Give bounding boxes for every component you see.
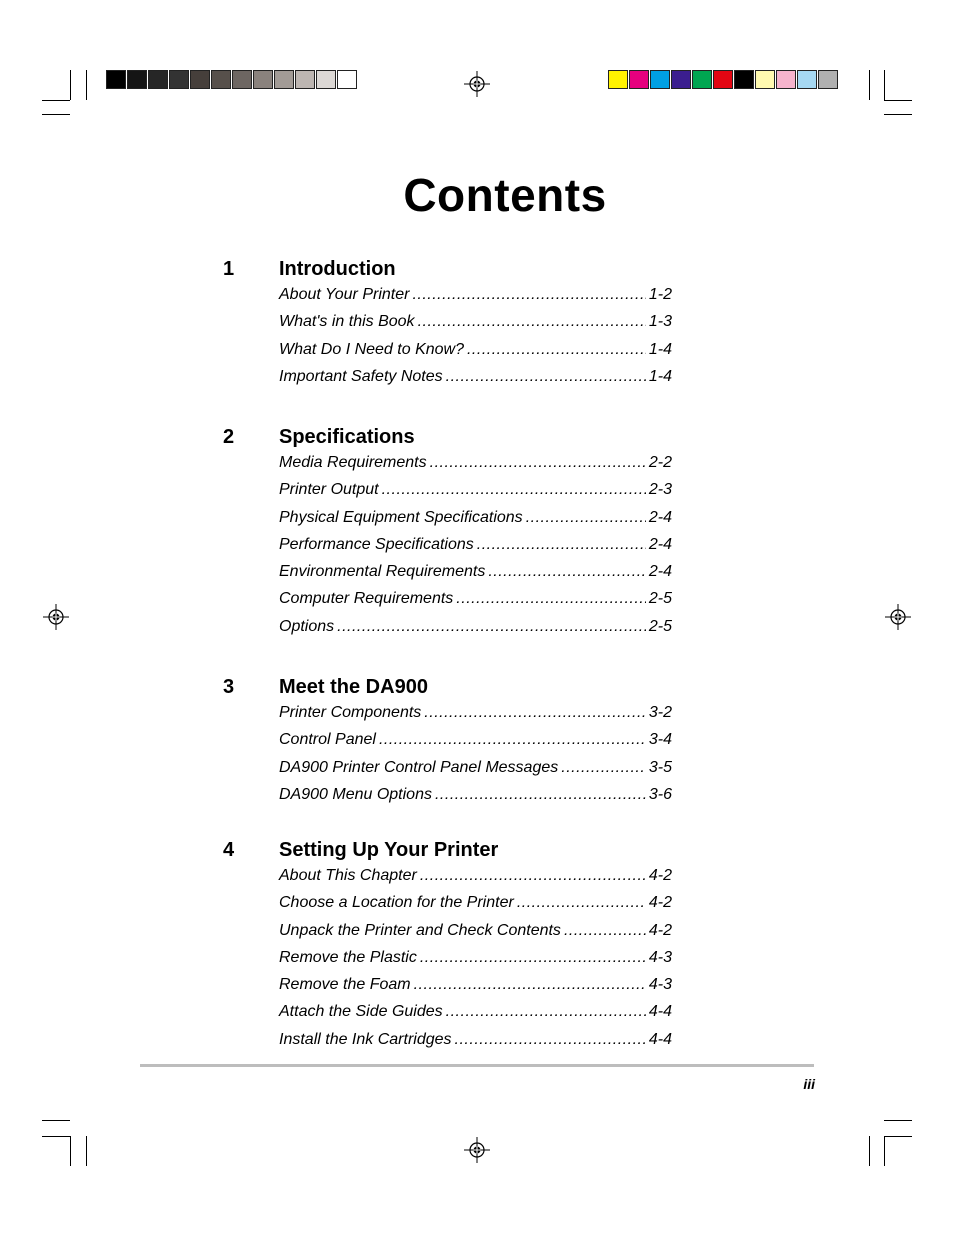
color-swatch (692, 70, 712, 89)
chapter-heading (223, 426, 683, 454)
toc-entry-page: 2-3 (648, 481, 672, 499)
toc-entry[interactable] (279, 894, 672, 921)
dot-leader (424, 704, 646, 722)
color-swatch (148, 70, 168, 89)
dot-leader (412, 286, 645, 304)
toc-entry-label: Install the Ink Cartridges (279, 1030, 452, 1048)
toc-entry-page: 4-3 (648, 948, 672, 966)
registration-target-icon (464, 1137, 490, 1163)
toc-entry-page: 2-4 (648, 563, 672, 581)
crop-mark (884, 1120, 912, 1121)
color-swatch (211, 70, 231, 89)
toc-entry-page: 4-2 (648, 894, 672, 912)
chapter-number: 1 (223, 258, 235, 280)
color-swatch (608, 70, 628, 89)
chapter-heading (223, 258, 683, 286)
toc-entry[interactable] (279, 867, 672, 894)
toc-entry-page: 4-2 (648, 867, 672, 884)
toc-entry-page: 4-2 (648, 921, 672, 939)
toc-entry-label: Environmental Requirements (279, 563, 486, 581)
toc-entry-label: Control Panel (279, 731, 376, 749)
crop-mark (42, 114, 70, 115)
toc-entry[interactable] (279, 704, 672, 731)
toc-entry-label: Remove the Plastic (279, 948, 417, 966)
toc-entry[interactable] (279, 759, 672, 786)
toc-entry-page: 2-4 (648, 508, 672, 526)
toc-entry[interactable] (279, 286, 672, 313)
color-swatch (127, 70, 147, 89)
toc-entry[interactable] (279, 949, 672, 976)
toc-entry[interactable] (279, 341, 672, 368)
color-swatch (755, 70, 775, 89)
toc-entry-label: Physical Equipment Specifications (279, 508, 523, 526)
toc-entry-label: About This Chapter (279, 867, 417, 884)
toc-entry[interactable] (279, 536, 672, 563)
toc-entry-page: 4-4 (648, 1030, 672, 1048)
crop-mark (42, 100, 70, 101)
toc-entry-label: Printer Components (279, 704, 422, 721)
toc-entry-page: 2-2 (648, 454, 672, 471)
chapter-number: 4 (223, 839, 235, 861)
chapter-number: 2 (223, 426, 235, 448)
toc-entry-page: 1-2 (648, 286, 672, 303)
toc-entry-label: What Do I Need to Know? (279, 340, 464, 358)
toc-entry[interactable] (279, 481, 672, 508)
dot-leader (564, 922, 646, 940)
grayscale-color-bar (106, 70, 358, 91)
toc-entry[interactable] (279, 563, 672, 590)
dot-leader (446, 1003, 646, 1021)
toc-entry-label: Computer Requirements (279, 590, 454, 608)
page-number: iii (803, 1076, 815, 1092)
color-swatch (629, 70, 649, 89)
toc-entry[interactable] (279, 509, 672, 536)
toc-entry[interactable] (279, 313, 672, 340)
toc-entry[interactable] (279, 1031, 672, 1058)
dot-leader (488, 563, 646, 581)
toc-entry[interactable] (279, 922, 672, 949)
toc-entry-page: 1-4 (648, 340, 672, 358)
color-swatch (818, 70, 838, 89)
color-swatch (776, 70, 796, 89)
crop-mark (869, 1136, 870, 1166)
color-swatch (713, 70, 733, 89)
toc-entry-label: Attach the Side Guides (279, 1003, 443, 1021)
toc-entry-page: 2-5 (648, 590, 672, 608)
chapter-1 (223, 258, 683, 395)
toc-entry-page: 4-3 (648, 976, 672, 994)
dot-leader (455, 1031, 646, 1049)
color-swatch (106, 70, 126, 89)
color-swatch (316, 70, 336, 89)
toc-entry-page: 1-3 (648, 313, 672, 331)
toc-entry-page: 3-5 (648, 758, 672, 776)
dot-leader (418, 313, 646, 331)
crop-mark (884, 114, 912, 115)
crop-mark (884, 100, 912, 101)
toc-entry[interactable] (279, 786, 672, 813)
dot-leader (414, 976, 646, 994)
toc-entry[interactable] (279, 618, 672, 645)
toc-entry-label: Performance Specifications (279, 535, 474, 553)
toc-entry-label: DA900 Menu Options (279, 785, 432, 803)
chapter-title: Setting Up Your Printer (279, 839, 499, 861)
registration-target-icon (885, 604, 911, 630)
toc-entry-page: 1-4 (648, 367, 672, 385)
toc-entry-label: Printer Output (279, 481, 379, 499)
process-color-bar (608, 70, 839, 91)
toc-entry-label: Remove the Foam (279, 976, 411, 994)
footer-rule (140, 1064, 814, 1067)
dot-leader (561, 759, 646, 777)
chapter-title: Introduction (279, 258, 396, 280)
toc-entry[interactable] (279, 590, 672, 617)
dot-leader (420, 949, 646, 967)
chapter-number: 3 (223, 676, 235, 698)
registration-target-icon (464, 71, 490, 97)
toc-entry-label: About Your Printer (279, 286, 410, 303)
crop-mark (86, 1136, 87, 1166)
color-swatch (295, 70, 315, 89)
toc-entry-label: Important Safety Notes (279, 367, 443, 385)
chapter-heading (223, 839, 683, 867)
color-swatch (650, 70, 670, 89)
color-swatch (274, 70, 294, 89)
toc-entry-page: 3-6 (648, 785, 672, 803)
chapter-3 (223, 676, 683, 813)
dot-leader (435, 786, 646, 804)
toc-entry-label: DA900 Printer Control Panel Messages (279, 758, 559, 776)
color-swatch (337, 70, 357, 89)
crop-mark (70, 70, 71, 100)
registration-target-icon (43, 604, 69, 630)
color-swatch (734, 70, 754, 89)
dot-leader (430, 454, 646, 472)
dot-leader (526, 509, 646, 527)
chapter-title: Meet the DA900 (279, 676, 428, 698)
toc-entry[interactable] (279, 368, 672, 395)
chapter-4 (223, 839, 683, 1058)
dot-leader (382, 481, 646, 499)
crop-mark (884, 1136, 885, 1166)
toc-entry-label: Media Requirements (279, 454, 427, 471)
dot-leader (379, 731, 646, 749)
crop-mark (70, 1136, 71, 1166)
chapter-title: Specifications (279, 426, 415, 448)
dot-leader (337, 618, 646, 636)
toc-entry-label: Choose a Location for the Printer (279, 894, 514, 912)
crop-mark (884, 70, 885, 100)
dot-leader (420, 867, 646, 885)
toc-entry-label: Options (279, 617, 335, 635)
chapter-2 (223, 426, 683, 645)
dot-leader (477, 536, 646, 554)
toc-entry-label: Unpack the Printer and Check Contents (279, 921, 561, 939)
toc-entry[interactable] (279, 976, 672, 1003)
crop-mark (884, 1136, 912, 1137)
dot-leader (517, 894, 646, 912)
toc-entry-page: 3-4 (648, 731, 672, 749)
toc-entry-label: What's in this Book (279, 313, 415, 331)
toc-entry-page: 4-4 (648, 1003, 672, 1021)
crop-mark (42, 1136, 70, 1137)
color-swatch (169, 70, 189, 89)
color-swatch (671, 70, 691, 89)
crop-mark (86, 70, 87, 100)
dot-leader (446, 368, 646, 386)
chapter-heading (223, 676, 683, 704)
toc-entry-page: 2-5 (648, 617, 672, 635)
toc-entry[interactable] (279, 454, 672, 481)
toc-entry-page: 2-4 (648, 535, 672, 553)
color-swatch (253, 70, 273, 89)
page-title: Contents (403, 169, 607, 221)
toc-entry[interactable] (279, 731, 672, 758)
dot-leader (467, 341, 646, 359)
toc-entry[interactable] (279, 1003, 672, 1030)
toc-entry-page: 3-2 (648, 704, 672, 721)
color-swatch (190, 70, 210, 89)
crop-mark (42, 1120, 70, 1121)
dot-leader (456, 590, 646, 608)
color-swatch (232, 70, 252, 89)
crop-mark (869, 70, 870, 100)
color-swatch (797, 70, 817, 89)
